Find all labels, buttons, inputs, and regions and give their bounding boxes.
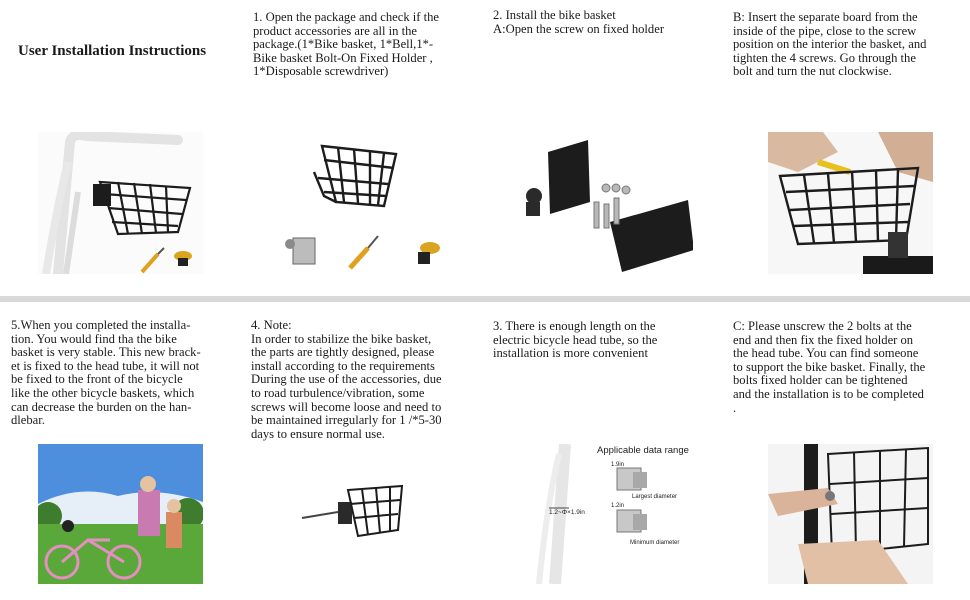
step-b-text: B: Insert the separate board from the inside of the pipe, close to the screw position on the interior the basket, and tighten the 4 screws. Go through the bolt and turn the nut clockwise. bbox=[733, 10, 927, 79]
basket-on-bracket-photo bbox=[298, 480, 408, 548]
range-label: 1.2~Φ×1.9in bbox=[549, 509, 585, 516]
tightening-bolts-photo bbox=[768, 444, 933, 584]
min-label: Minimum diameter bbox=[630, 540, 680, 546]
section-divider bbox=[0, 296, 970, 302]
min-value: 1.2in bbox=[611, 503, 625, 509]
assembled-basket-photo bbox=[38, 132, 203, 274]
step-c-text: C: Please unscrew the 2 bolts at the end and then fix the fixed holder on the head tube. You can find someone to support the bike basket. Finally, the bolts fixed holder can be tightened and the installation is to be completed . bbox=[733, 319, 926, 415]
mounting-board-photo bbox=[768, 132, 933, 274]
fixed-holder-parts-photo bbox=[518, 132, 693, 274]
max-value: 1.9in bbox=[611, 462, 625, 468]
step-4-text: 4. Note: In order to stabilize the bike basket, the parts are tightly designed, please install according to the requirements During the use of the accessories, due to road turbulence/vibration, some screws will become loose and need to be maintained irregularly for 1 /*5-30 days to ensure normal use. bbox=[251, 318, 442, 441]
step-5-text: 5.When you completed the installa- tion. You would find tha the bike basket is very stable. This new brack- et is fixed to the head tube, it will not be fixed to the front of the bicycle like the other bicycle baskets, which can decrease the burden on the han- dlebar. bbox=[11, 318, 201, 428]
step-3-text: 3. There is enough length on the electric bicycle head tube, so the installation is more convenient bbox=[493, 319, 658, 361]
package-contents-photo bbox=[278, 132, 443, 274]
page-title: User Installation Instructions bbox=[18, 43, 207, 59]
family-bike-photo bbox=[38, 444, 203, 584]
step-2-text: 2. Install the bike basket A:Open the screw on fixed holder bbox=[493, 8, 665, 36]
step-1-text: 1. Open the package and check if the product accessories are all in the package.(1*Bike basket, 1*Bell,1*- Bike basket Bolt-On Fixed Holder , 1*Disposable screwdriver) bbox=[253, 10, 440, 79]
range-heading: Applicable data range bbox=[597, 445, 689, 456]
max-label: Largest diameter bbox=[632, 494, 678, 500]
